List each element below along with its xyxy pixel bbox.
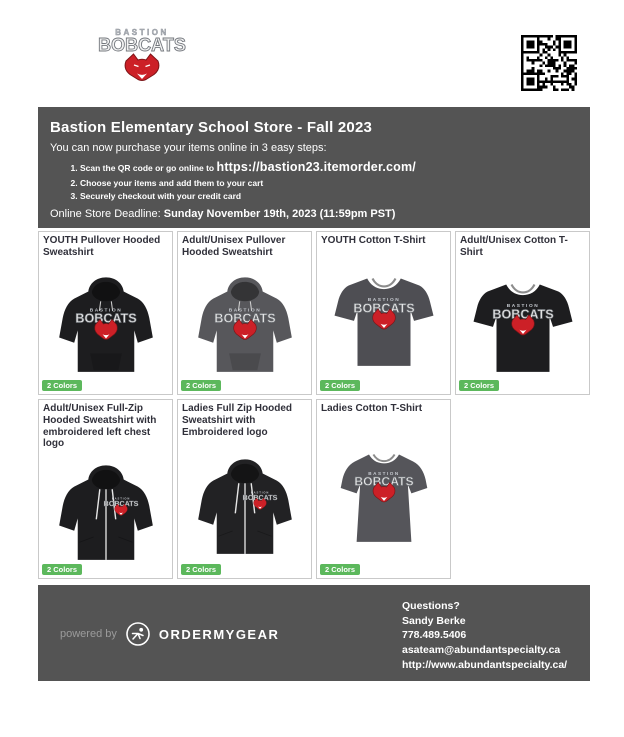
product-garment-illustration [331, 262, 437, 378]
product-card [38, 231, 173, 395]
product-title: Ladies Full Zip Hooded Sweatshirt with Embroidered logo [182, 403, 292, 438]
color-count-badge: 2 Colors [42, 564, 82, 576]
svg-text:BASTION: BASTION [115, 28, 169, 37]
product-image [456, 259, 589, 394]
contact-line: asateam@abundantspecialty.ca [402, 644, 561, 657]
product-garment-illustration [192, 268, 298, 384]
color-count-badge: 2 Colors [42, 380, 82, 392]
color-count-badge: 2 Colors [320, 380, 360, 392]
contact-block [402, 599, 567, 672]
product-title: Adult/Unisex Pullover Hooded Sweatshirt [182, 235, 286, 258]
store-url-link[interactable]: https://bastion23.itemorder.com/ [216, 160, 416, 174]
color-count-badge: 2 Colors [181, 380, 221, 392]
contact-line: http://www.abundantspecialty.ca/ [402, 658, 568, 671]
step-text: Securely checkout with your credit card [80, 190, 242, 201]
step-text: Choose your items and add them to your cart [80, 177, 264, 188]
top-area [0, 0, 624, 107]
product-image [39, 259, 172, 394]
step-item [80, 158, 578, 177]
school-logo [86, 24, 198, 86]
qr-code [521, 34, 577, 92]
deadline-value: Sunday November 19th, 2023 (11:59pm PST) [163, 208, 396, 221]
product-garment-illustration [53, 456, 159, 572]
product-image [317, 247, 450, 394]
product-title: YOUTH Cotton T-Shirt [321, 235, 426, 246]
product-image [178, 438, 311, 578]
ordermygear-icon [125, 621, 151, 647]
ordermygear-wordmark: ORDERMYGEAR [158, 626, 280, 642]
step-text: Scan the QR code or go online to [80, 163, 217, 173]
product-card [177, 399, 312, 579]
product-card [316, 231, 451, 395]
header-band [38, 107, 590, 228]
product-image [178, 259, 311, 394]
product-card [177, 231, 312, 395]
product-card [455, 231, 590, 395]
contact-line: 778.489.5406 [402, 629, 467, 642]
product-title: Adult/Unisex Cotton T-Shirt [460, 235, 568, 258]
product-grid [38, 231, 590, 579]
product-garment-illustration [192, 450, 298, 566]
powered-by-block [60, 621, 279, 647]
deadline-label: Online Store Deadline: [50, 208, 164, 221]
intro-text: You can now purchase your items online in 3 easy steps: [50, 142, 327, 154]
product-title: Adult/Unisex Full-Zip Hooded Sweatshirt with embroidered left chest logo [43, 403, 157, 450]
product-garment-illustration [53, 268, 159, 384]
color-count-badge: 2 Colors [181, 564, 221, 576]
contact-line: Sandy Berke [402, 614, 466, 627]
step-item [80, 190, 578, 203]
product-title: Ladies Cotton T-Shirt [321, 403, 423, 414]
product-image [39, 450, 172, 578]
svg-text:BOBCATS: BOBCATS [98, 35, 186, 55]
page-title: Bastion Elementary School Store - Fall 2023 [50, 119, 373, 136]
product-card [316, 399, 451, 579]
product-card [38, 399, 173, 579]
product-garment-illustration [331, 438, 437, 554]
steps-list [50, 158, 578, 202]
footer-band [38, 585, 590, 681]
powered-by-label: powered by [60, 628, 117, 640]
step-item [80, 177, 578, 190]
product-garment-illustration [470, 268, 576, 384]
color-count-badge: 2 Colors [459, 380, 499, 392]
color-count-badge: 2 Colors [320, 564, 360, 576]
product-image [317, 415, 450, 578]
contact-line: Questions? [402, 600, 460, 612]
deadline-line [50, 208, 578, 220]
product-title: YOUTH Pullover Hooded Sweatshirt [43, 235, 161, 258]
